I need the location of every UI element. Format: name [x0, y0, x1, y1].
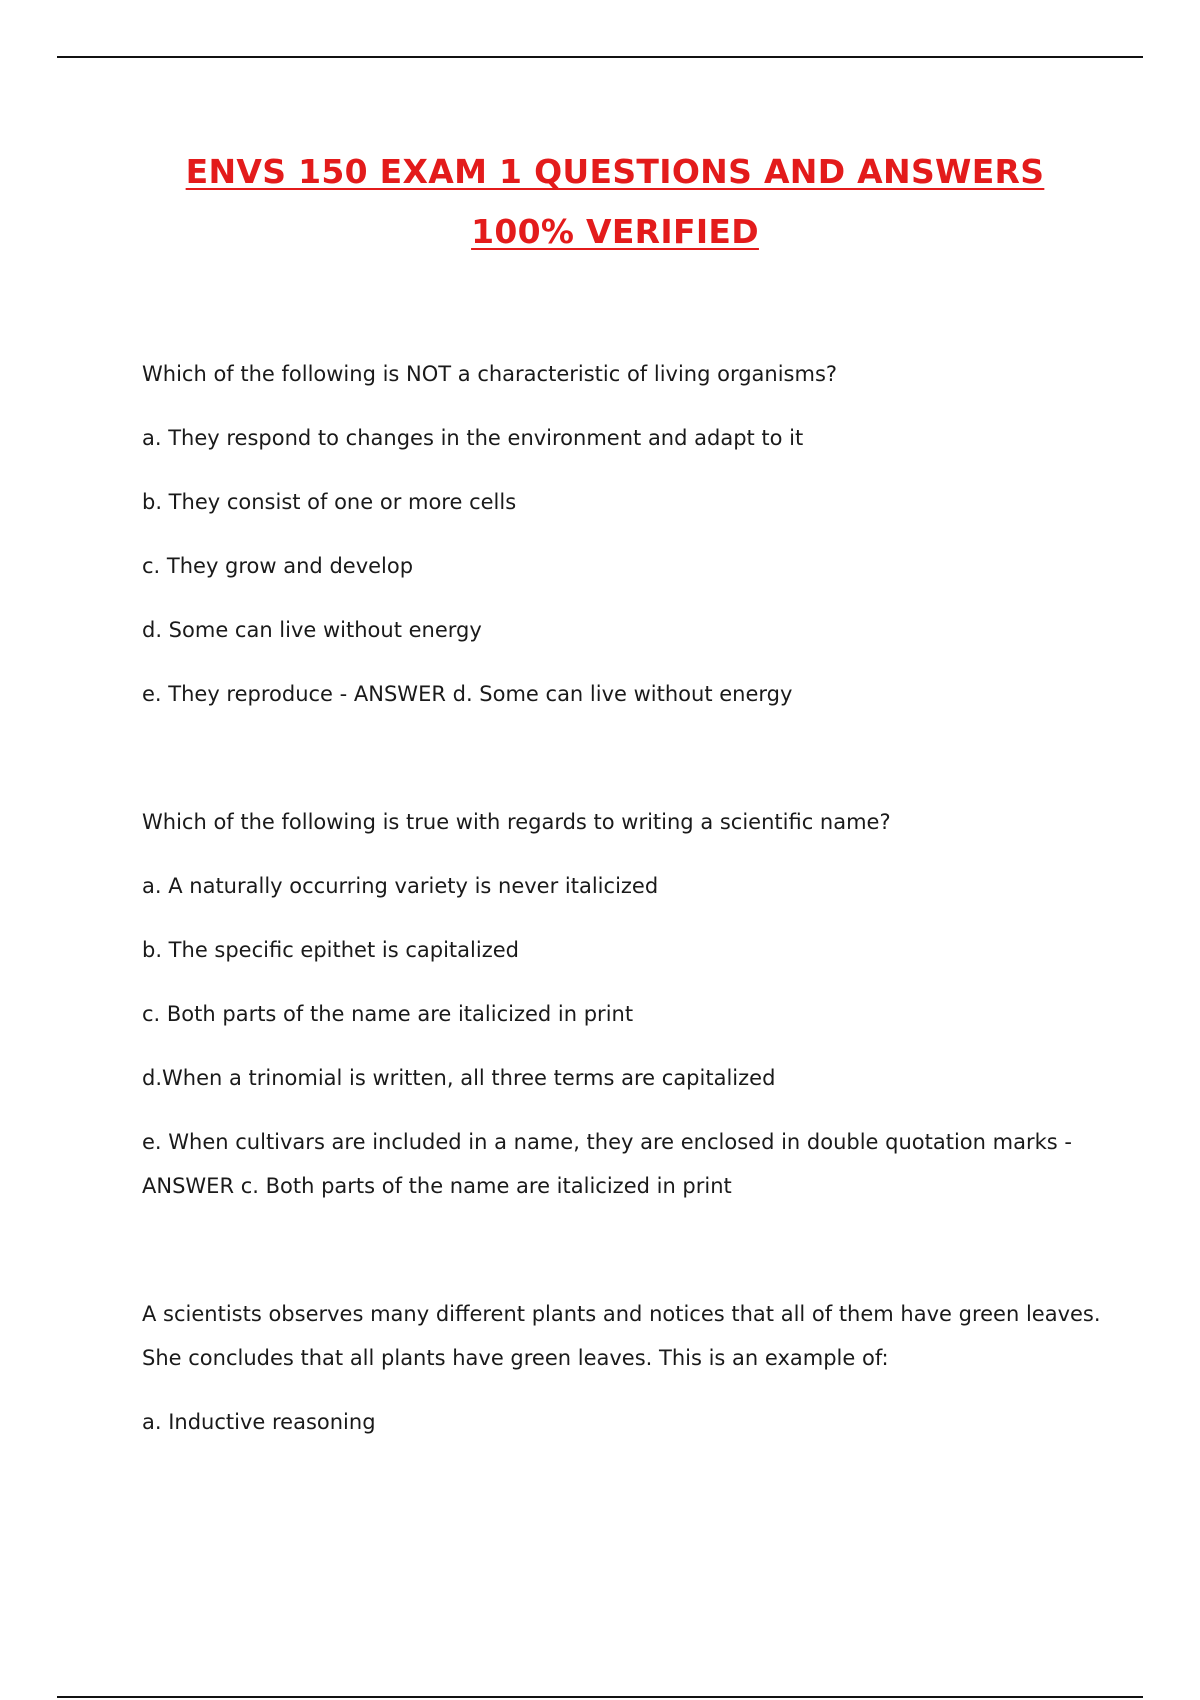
answer-option: a. Inductive reasoning	[142, 1410, 376, 1434]
answer-option: a. They respond to changes in the environment and adapt to it	[142, 426, 804, 450]
answer-option: e. They reproduce - ANSWER d. Some can live without energy	[142, 682, 793, 706]
question-text: A scientists observes many different plants and notices that all of them have green leaves. She concludes that all plants have green leaves. This is an example of:	[142, 1302, 1101, 1370]
answer-option: e. When cultivars are included in a name, they are enclosed in double quotation marks - ANSWER c. Both parts of the name are italicized in print	[142, 1130, 1072, 1198]
title-line-2: 100% VERIFIED	[471, 212, 759, 251]
question-text: Which of the following is true with regards to writing a scientific name?	[142, 810, 891, 834]
question-block-3	[142, 1292, 1102, 1444]
bottom-rule	[57, 1696, 1143, 1698]
top-rule	[57, 56, 1143, 58]
spacer	[142, 1228, 1102, 1292]
question-text: Which of the following is NOT a characteristic of living organisms?	[142, 362, 838, 386]
spacer	[142, 736, 1102, 800]
document-title	[0, 142, 1200, 262]
answer-option: a. A naturally occurring variety is never italicized	[142, 874, 659, 898]
answer-option: b. The specific epithet is capitalized	[142, 938, 519, 962]
answer-option: b. They consist of one or more cells	[142, 490, 517, 514]
answer-option: c. They grow and develop	[142, 554, 414, 578]
answer-option: d. Some can live without energy	[142, 618, 482, 642]
document-body	[142, 352, 1102, 1464]
question-block-2	[142, 800, 1102, 1208]
answer-option: c. Both parts of the name are italicized in print	[142, 1002, 634, 1026]
answer-option: d.When a trinomial is written, all three terms are capitalized	[142, 1066, 776, 1090]
question-block-1	[142, 352, 1102, 716]
title-line-1: ENVS 150 EXAM 1 QUESTIONS AND ANSWERS	[185, 152, 1045, 191]
